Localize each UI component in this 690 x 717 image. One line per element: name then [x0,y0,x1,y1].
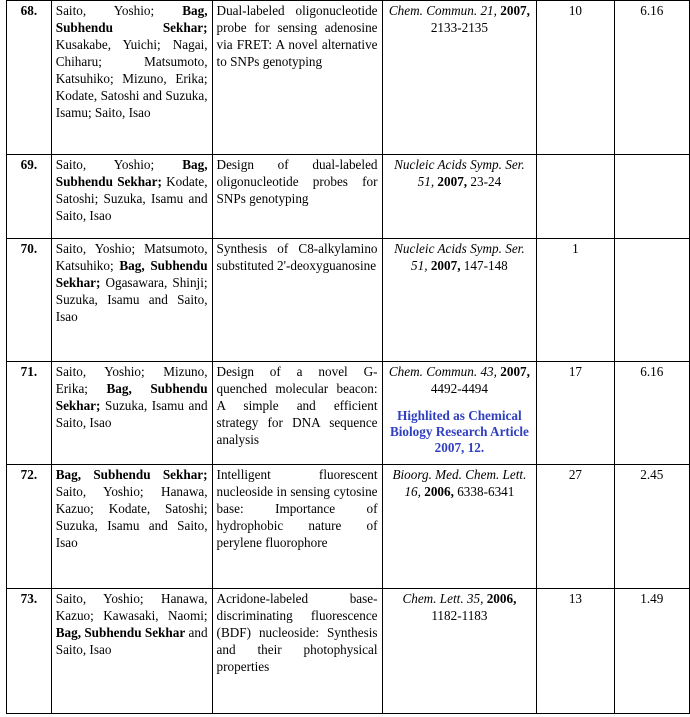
publications-table [6,0,690,714]
impact-factor-cell: 6.16 [614,362,689,465]
author-text: Kusakabe, Yuichi; Nagai, Chiharu; Matsumoto, Katsuhiko; Mizuno, Erika; Kodate, Satoshi and Suzuka, Isamu; Saito, Isao [55,37,208,120]
highlighted-author: Bag, Subhendu Sekhar; [55,467,208,482]
title-cell: Design of a novel G-quenched molecular beacon: A simple and efficient strategy for DNA sequence analysis [212,362,382,465]
authors-cell [51,239,212,362]
entry-number: 72. [7,465,52,589]
publication-row [7,1,690,155]
journal-name: Nucleic Acids Symp. Ser. 51, [394,241,525,273]
title-cell: Design of dual-labeled oligonucleotide probes for SNPs genotyping [212,155,382,239]
title-cell: Intelligent fluorescent nucleoside in sensing cytosine base: Importance of hydrophobic nature of perylene fluorophore [212,465,382,589]
journal-cell [382,589,537,714]
journal-name: Nucleic Acids Symp. Ser. 51, [394,157,525,189]
authors-cell [51,589,212,714]
entry-number: 69. [7,155,52,239]
authors-cell [51,155,212,239]
impact-factor-cell [614,239,689,362]
journal-cell [382,239,537,362]
publication-row [7,155,690,239]
journal-year: 2007, [500,3,530,18]
author-text: Saito, Yoshio; Hanawa, Kazuo; Kawasaki, Naomi; [55,591,208,623]
highlight-note: Highlited as Chemical Biology Research Article 2007, 12. [389,408,529,455]
journal-year: 2006, [486,591,517,606]
authors-cell [51,1,212,155]
publication-row [7,362,690,465]
journal-name: Chem. Commun. 43, [388,364,497,379]
publication-row [7,239,690,362]
author-text: Kodate, Satoshi; Suzuka, Isamu and Saito, Isao [55,174,208,223]
publication-row [7,465,690,589]
publications-table-body [7,1,690,714]
journal-cell [382,1,537,155]
highlighted-author: Bag, Subhendu Sekhar; [55,157,208,189]
journal-year: 2006, [424,484,454,499]
impact-factor-cell: 2.45 [614,465,689,589]
journal-name: Chem. Lett. 35, [402,591,484,606]
journal-cell [382,465,537,589]
impact-factor-cell [614,155,689,239]
citations-cell: 27 [537,465,614,589]
entry-number: 70. [7,239,52,362]
journal-pages: 23-24 [467,174,502,189]
highlighted-author: Bag, Subhendu Sekhar; [55,3,208,35]
author-text: Saito, Yoshio; [55,157,183,172]
author-text: Saito, Yoshio; [55,3,183,18]
journal-pages: 147-148 [460,258,508,273]
title-cell: Acridone-labeled base-discriminating fluorescence (BDF) nucleoside: Synthesis and their photophysical properties [212,589,382,714]
author-text: Suzuka, Isamu and Saito, Isao [55,398,208,430]
title-cell: Dual-labeled oligonucleotide probe for sensing adenosine via FRET: A novel alternative to SNPs genotyping [212,1,382,155]
author-text: Saito, Yoshio; Mizuno, Erika; [55,364,208,396]
citations-cell [537,155,614,239]
authors-cell [51,362,212,465]
citations-cell: 1 [537,239,614,362]
title-cell: Synthesis of C8-alkylamino substituted 2'-deoxyguanosine [212,239,382,362]
journal-pages: 4492-4494 [430,381,488,396]
author-text: Saito, Yoshio; Hanawa, Kazuo; Kodate, Satoshi; Suzuka, Isamu and Saito, Isao [55,484,208,550]
entry-number: 68. [7,1,52,155]
citations-cell: 10 [537,1,614,155]
journal-name: Bioorg. Med. Chem. Lett. 16, [392,467,527,499]
highlighted-author: Bag, Subhendu Sekhar; [55,258,208,290]
journal-pages: 2133-2135 [430,20,488,35]
entry-number: 73. [7,589,52,714]
journal-year: 2007, [437,174,468,189]
journal-name: Chem. Commun. 21, [388,3,497,18]
journal-cell [382,155,537,239]
entry-number: 71. [7,362,52,465]
journal-cell [382,362,537,465]
author-text: Saito, Yoshio; Matsumoto, Katsuhiko; [55,241,208,273]
author-text: and Saito, Isao [55,625,208,657]
impact-factor-cell: 1.49 [614,589,689,714]
author-text: Ogasawara, Shinji; Suzuka, Isamu and Saito, Isao [55,275,208,324]
journal-year: 2007, [500,364,530,379]
journal-pages: 1182-1183 [431,608,488,623]
journal-pages: 6338-6341 [453,484,515,499]
authors-cell [51,465,212,589]
highlighted-author: Bag, Subhendu Sekhar [55,625,186,640]
journal-year: 2007, [430,258,461,273]
publication-row [7,589,690,714]
impact-factor-cell: 6.16 [614,1,689,155]
citations-cell: 17 [537,362,614,465]
citations-cell: 13 [537,589,614,714]
highlighted-author: Bag, Subhendu Sekhar; [55,381,208,413]
